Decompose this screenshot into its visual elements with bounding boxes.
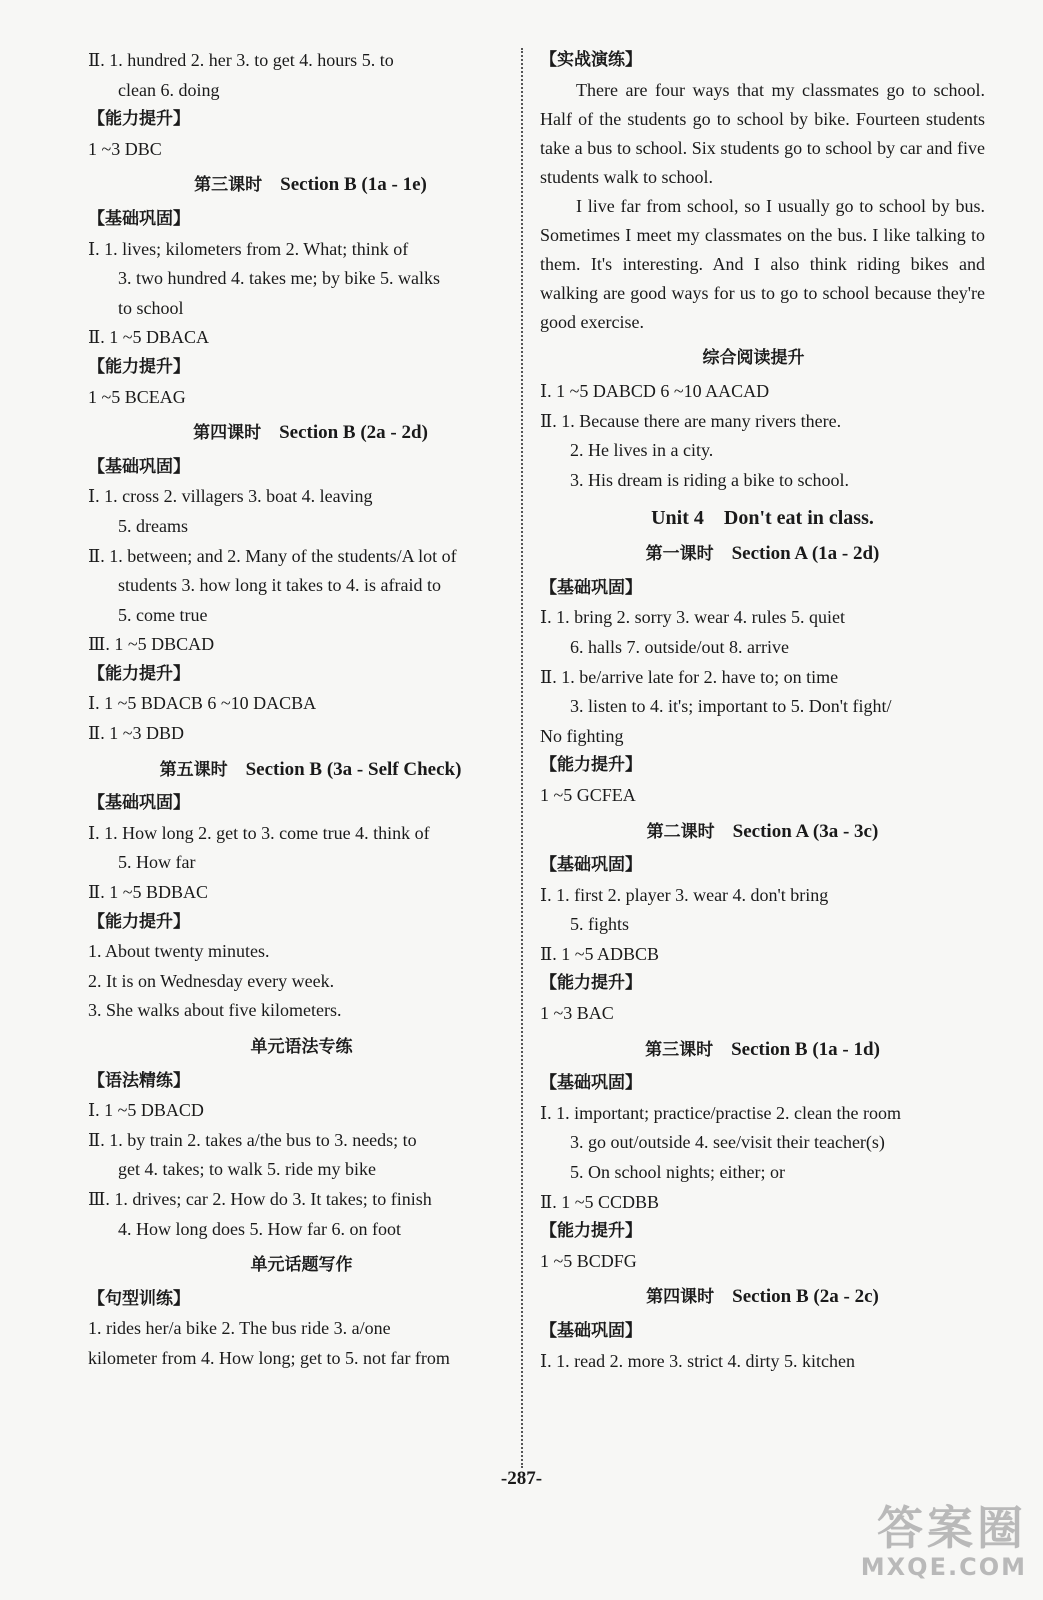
answer-line: Ⅱ. 1 ~5 ADBCB: [540, 943, 659, 964]
answer-line: 5. dreams: [118, 515, 188, 536]
answer-line: kilometer from 4. How long; get to 5. not far from: [88, 1347, 450, 1368]
section-label: 【基础巩固】: [540, 1073, 642, 1094]
section-label: 【基础巩固】: [88, 793, 190, 814]
lesson-heading: 第三课时 Section B (1a - 1d): [645, 1038, 880, 1060]
answer-line: 5. How far: [118, 852, 196, 873]
lesson-heading: 第三课时 Section B (1a - 1e): [194, 174, 427, 196]
answer-line: 5. fights: [570, 914, 630, 935]
answer-line: get 4. takes; to walk 5. ride my bike: [118, 1159, 376, 1180]
answer-line: 3. She walks about five kilometers.: [88, 1000, 342, 1021]
section-label: 【能力提升】: [540, 755, 642, 776]
answer-line: 5. come true: [118, 604, 208, 625]
lesson-heading: 综合阅读提升: [702, 347, 805, 368]
answer-line: Ⅰ. 1 ~5 DBACD: [88, 1100, 204, 1121]
answer-line: 1 ~3 BAC: [540, 1003, 614, 1024]
answer-line: No fighting: [540, 725, 624, 746]
answer-line: Ⅰ. 1. cross 2. villagers 3. boat 4. leaving: [88, 486, 373, 507]
answer-line: 1 ~5 BCDFG: [540, 1250, 637, 1271]
watermark-text: 答案圈: [877, 1501, 1027, 1555]
section-label: 【句型训练】: [88, 1288, 190, 1309]
answer-line: Ⅰ. 1. read 2. more 3. strict 4. dirty 5. kitchen: [540, 1350, 856, 1371]
answer-line: Ⅱ. 1. between; and 2. Many of the students/A lot of: [88, 545, 457, 566]
answer-line: 1. About twenty minutes.: [88, 941, 270, 962]
answer-line: Ⅱ. 1 ~3 DBD: [88, 723, 184, 744]
section-label: 【实战演练】: [540, 50, 642, 70]
lesson-heading: 第一课时 Section A (1a - 2d): [645, 543, 880, 565]
answer-line: 1 ~5 GCFEA: [540, 784, 636, 805]
answer-line: Ⅲ. 1 ~5 DBCAD: [88, 634, 215, 655]
lesson-heading: 第四课时 Section B (2a - 2c): [646, 1286, 879, 1308]
section-label: 【能力提升】: [88, 911, 190, 932]
answer-line: 4. How long does 5. How far 6. on foot: [118, 1218, 401, 1239]
lesson-heading: 第四课时 Section B (2a - 2d): [193, 422, 428, 444]
unit-heading: 单元话题写作: [250, 1255, 353, 1276]
answer-line: Ⅰ. 1 ~5 BDACB 6 ~10 DACBA: [88, 693, 317, 714]
answer-line: 3. His dream is riding a bike to school.: [570, 469, 849, 490]
right-column: [540, 46, 985, 1376]
answer-line: Ⅰ. 1. first 2. player 3. wear 4. don't bring: [540, 884, 829, 905]
left-column: [88, 46, 533, 1374]
answer-line: Ⅱ. 1. be/arrive late for 2. have to; on time: [540, 666, 839, 687]
section-label: 【基础巩固】: [540, 855, 642, 876]
answer-line: 6. halls 7. outside/out 8. arrive: [570, 636, 789, 657]
lesson-heading: 第五课时 Section B (3a - Self Check): [159, 758, 462, 780]
watermark-logo: [861, 1502, 1027, 1580]
answer-line: 1. rides her/a bike 2. The bus ride 3. a/one: [88, 1318, 391, 1339]
answer-line: Ⅰ. 1. bring 2. sorry 3. wear 4. rules 5. quiet: [540, 607, 846, 628]
answer-line: Ⅱ. 1. hundred 2. her 3. to get 4. hours 5. to: [88, 50, 394, 70]
section-label: 【基础巩固】: [88, 456, 190, 477]
answer-line: 3. listen to 4. it's; important to 5. Don't fight/: [570, 696, 892, 717]
answer-line: 1 ~3 DBC: [88, 138, 162, 159]
section-label: 【基础巩固】: [540, 577, 642, 598]
answer-line: Ⅰ. 1. important; practice/practise 2. clean the room: [540, 1102, 901, 1123]
section-label: 【能力提升】: [540, 1221, 642, 1242]
answer-line: Ⅰ. 1. How long 2. get to 3. come true 4. think of: [88, 822, 430, 843]
section-label: 【基础巩固】: [540, 1321, 642, 1341]
column-divider: [521, 48, 523, 1468]
lesson-heading: 第二课时 Section A (3a - 3c): [646, 820, 879, 842]
answer-line: 2. He lives in a city.: [570, 440, 714, 461]
answer-line: Ⅰ. 1. lives; kilometers from 2. What; think of: [88, 238, 409, 259]
unit-title: Unit 4 Don't eat in class.: [651, 506, 874, 529]
watermark-url: MXQE.COM: [860, 1553, 1027, 1581]
answer-line: Ⅱ. 1. by train 2. takes a/the bus to 3. needs; to: [88, 1129, 417, 1150]
unit-heading: 单元语法专练: [250, 1037, 353, 1057]
section-label: 【能力提升】: [88, 356, 190, 377]
answer-line: Ⅱ. 1 ~5 CCDBB: [540, 1191, 659, 1212]
essay-paragraph: I live far from school, so I usually go to school by bus. Sometimes I meet my classmates on the bus. I like talking to them. It's interesting. And I also think riding bikes and walking are good ways for us to go to school because they're good exercise.: [540, 195, 985, 332]
answer-line: students 3. how long it takes to 4. is afraid to: [118, 575, 441, 596]
section-label: 【能力提升】: [88, 663, 190, 684]
answer-line: 3. two hundred 4. takes me; by bike 5. walks: [118, 268, 440, 289]
section-label: 【语法精练】: [88, 1070, 190, 1091]
essay-paragraph: There are four ways that my classmates go to school. Half of the students go to school by bike. Fourteen students take a bus to school. Six students go to school by car and five students walk to school.: [540, 79, 985, 187]
answer-line: Ⅰ. 1 ~5 DABCD 6 ~10 AACAD: [540, 381, 770, 402]
answer-line: Ⅱ. 1. Because there are many rivers there.: [540, 410, 842, 431]
answer-line: Ⅱ. 1 ~5 BDBAC: [88, 882, 208, 903]
section-label: 【基础巩固】: [88, 208, 190, 229]
page-number: -287-: [500, 1468, 543, 1489]
answer-line: Ⅱ. 1 ~5 DBACA: [88, 327, 209, 348]
answer-line: to school: [118, 297, 184, 318]
answer-line: Ⅲ. 1. drives; car 2. How do 3. It takes; to finish: [88, 1188, 432, 1209]
answer-line: 2. It is on Wednesday every week.: [88, 970, 335, 991]
section-label: 【能力提升】: [88, 109, 190, 130]
answer-line: 5. On school nights; either; or: [570, 1162, 785, 1183]
section-label: 【能力提升】: [540, 973, 642, 994]
answer-line: clean 6. doing: [118, 79, 220, 100]
answer-line: 3. go out/outside 4. see/visit their teacher(s): [570, 1132, 885, 1153]
answer-line: 1 ~5 BCEAG: [88, 386, 186, 407]
